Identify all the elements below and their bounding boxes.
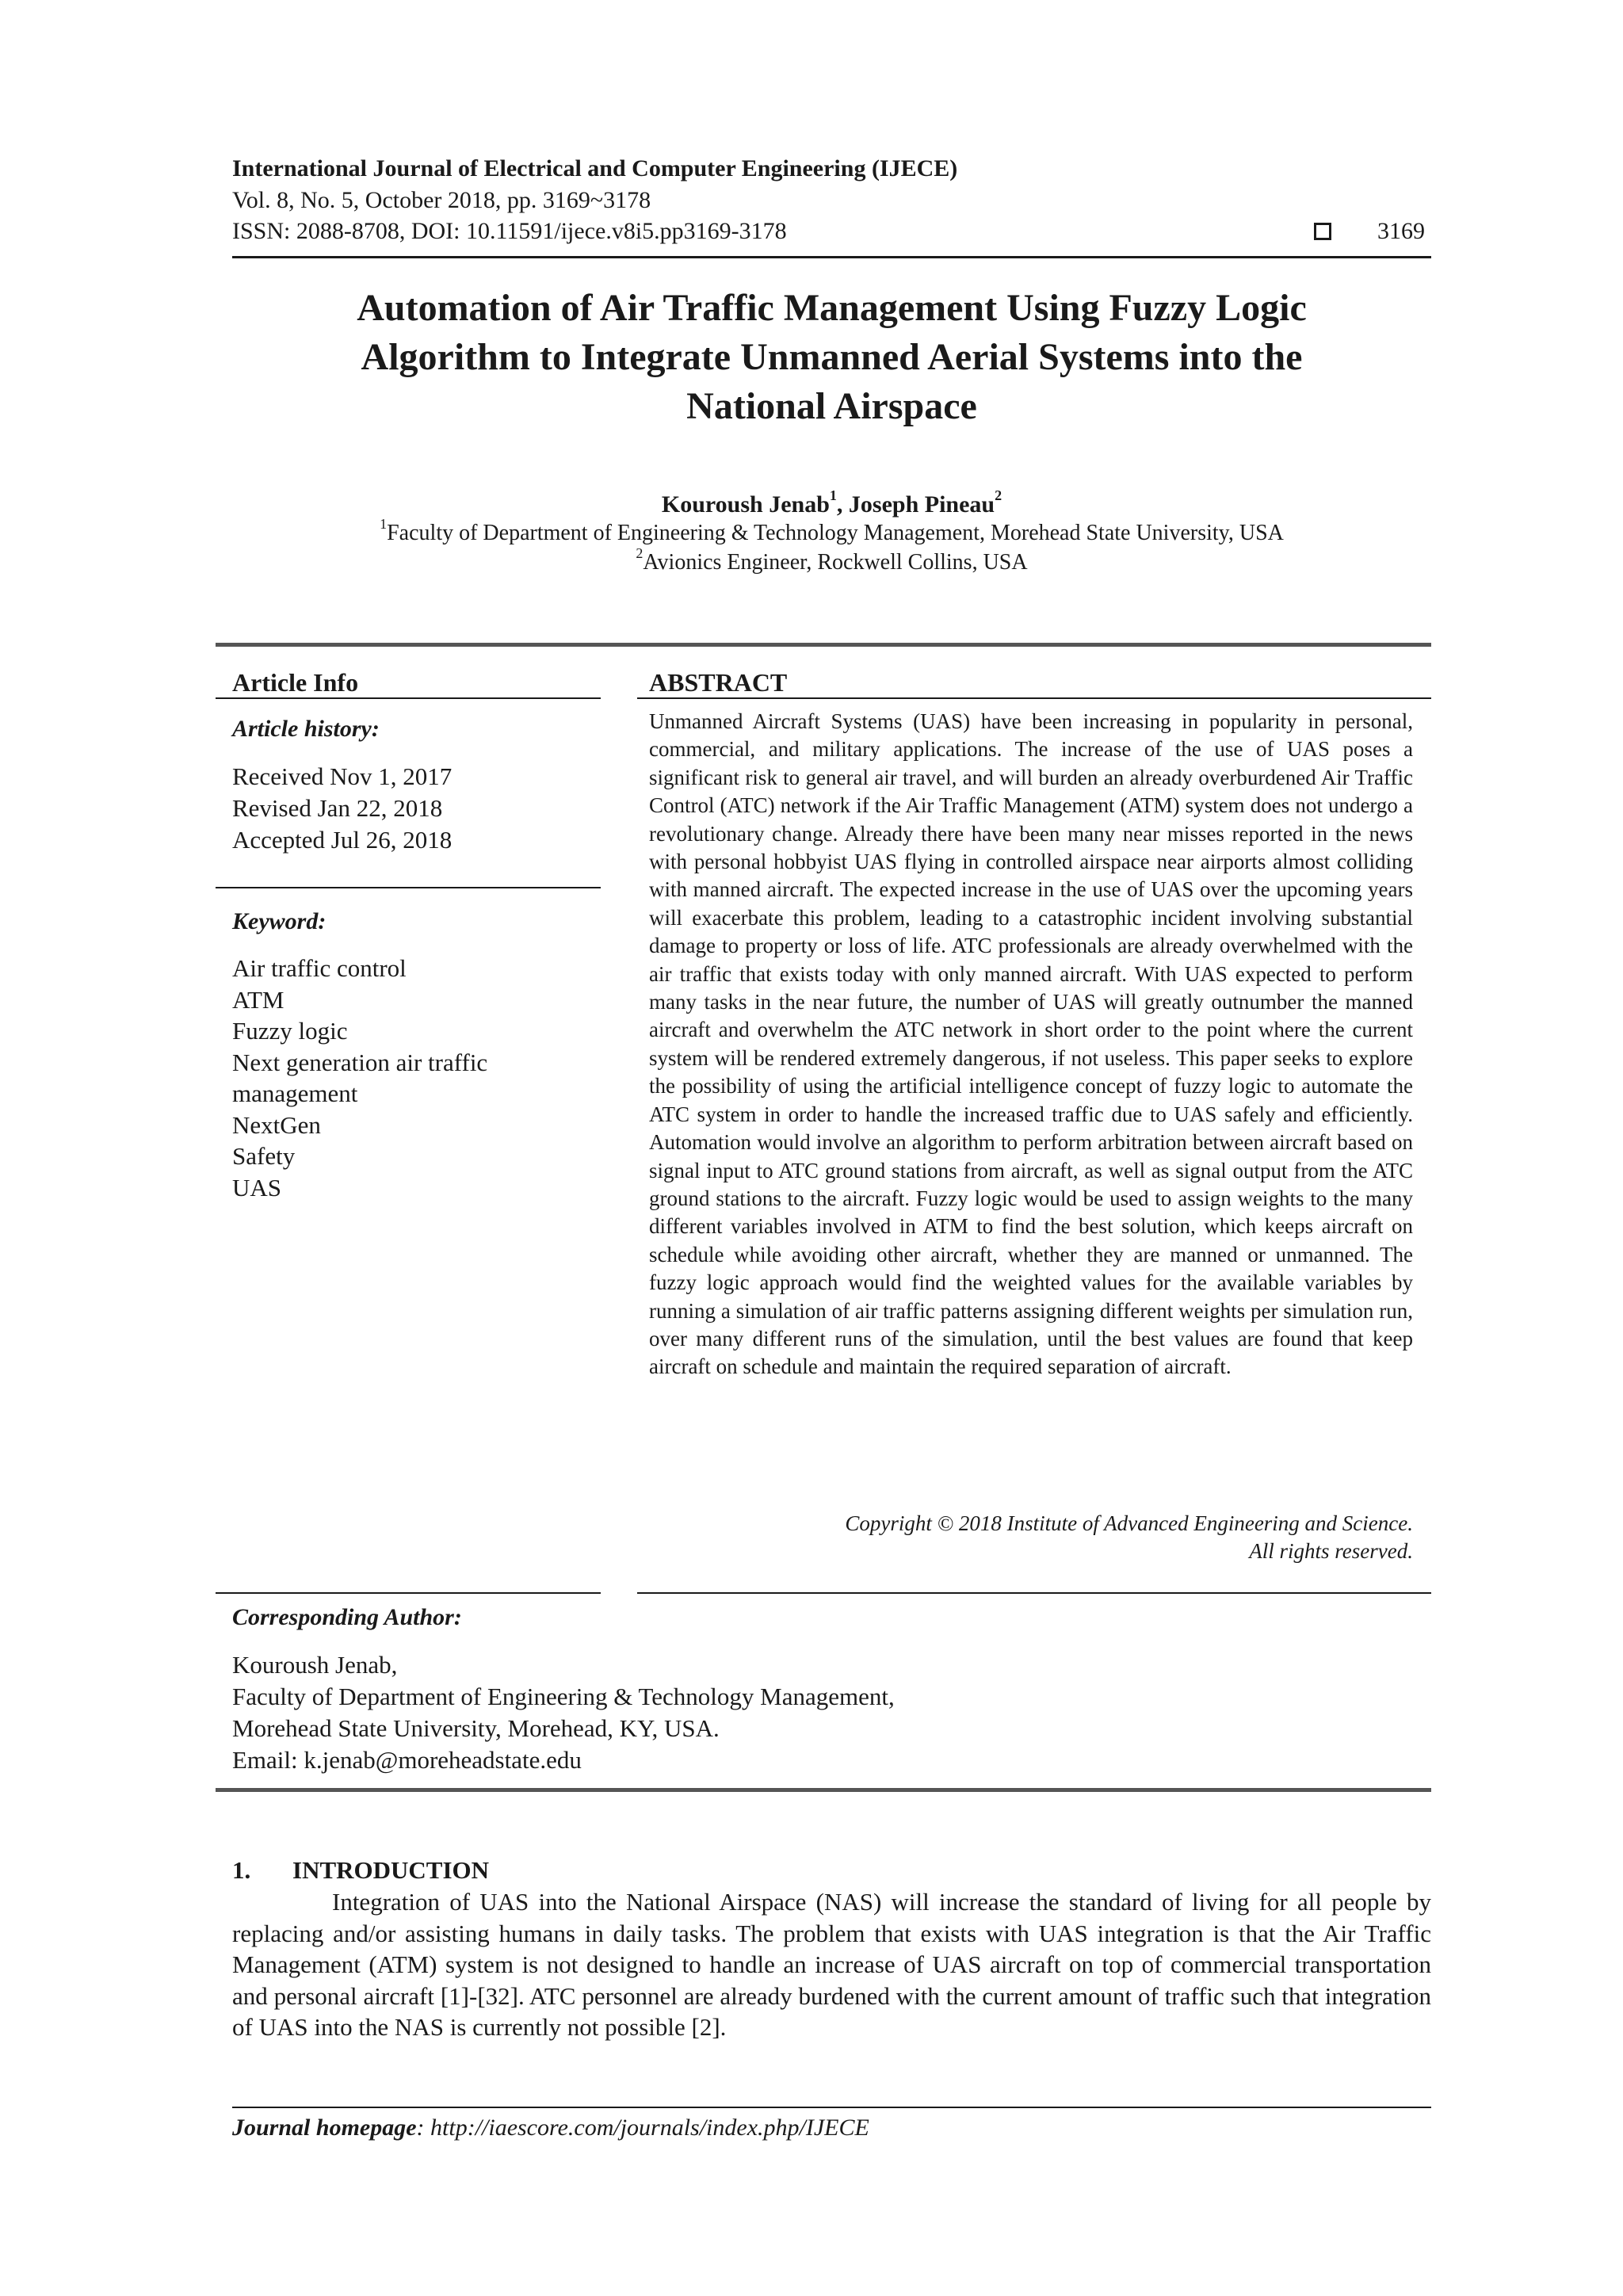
footer-separator: : — [416, 2115, 431, 2141]
title-line: Algorithm to Integrate Unmanned Aerial Systems into the — [361, 336, 1303, 378]
journal-homepage-link[interactable]: http://iaescore.com/journals/index.php/IJECE — [430, 2115, 869, 2141]
header-rule — [232, 256, 1431, 258]
title-line: Automation of Air Traffic Management Using Fuzzy Logic — [357, 287, 1307, 329]
corresponding-email: Email: k.jenab@moreheadstate.edu — [232, 1746, 582, 1774]
article-info-heading: Article Info — [232, 668, 359, 697]
accepted-date: Accepted Jul 26, 2018 — [232, 826, 453, 854]
keyword-item: Fuzzy logic — [232, 1017, 348, 1045]
corresponding-name: Kouroush Jenab, — [232, 1651, 398, 1679]
revised-date: Revised Jan 22, 2018 — [232, 794, 443, 822]
page-number: 3169 — [1377, 218, 1425, 244]
keyword-item: Safety — [232, 1142, 296, 1170]
abstract-rule — [637, 697, 1431, 699]
issn-doi-line: ISSN: 2088-8708, DOI: 10.11591/ijece.v8i5.pp3169-3178 — [232, 218, 787, 244]
journal-name: International Journal of Electrical and Computer Engineering (IJECE) — [232, 155, 958, 181]
corresponding-author-label: Corresponding Author: — [232, 1604, 462, 1630]
affiliation-superscript: 2 — [636, 544, 643, 561]
abstract-heading: ABSTRACT — [649, 668, 788, 697]
keyword-item: Next generation air traffic — [232, 1048, 488, 1076]
info-box-bottom-rule — [216, 1788, 1431, 1792]
introduction-paragraph: Integration of UAS into the National Airspace (NAS) will increase the standard of living for all people by replacing and/or assisting humans in daily tasks. The problem that exists with UAS integration is that the Air Traffic Management (ATM) system is not designed to handle an increase of UAS aircraft on top of commercial transportation and personal aircraft [1]-[32]. ATC personnel are already burdened with the current amount of traffic such that integration of UAS into the NAS is currently not possible [2]. — [232, 1888, 1431, 2041]
author-name: Joseph Pineau — [848, 491, 995, 518]
corresponding-department: Faculty of Department of Engineering & Technology Management, — [232, 1683, 895, 1710]
affiliation-text: Avionics Engineer, Rockwell Collins, USA — [643, 550, 1028, 575]
footer-rule — [232, 2107, 1431, 2108]
keyword-list — [232, 953, 487, 1203]
abstract-text: Unmanned Aircraft Systems (UAS) have been increasing in popularity in personal, commercial, and military applications. The increase of the use of UAS poses a significant risk to general air travel, and will burden an already overburdened Air Traffic Control (ATC) network if the Air Traffic Management (ATM) system does not undergo a revolutionary change. Already there have been many near misses reported in the news with personal hobbyist UAS flying in controlled airspace near airports almost colliding with manned aircraft. The expected increase in the use of UAS over the upcoming years will exacerbate this problem, leading to a catastrophic incident involving substantial damage to property or loss of life. ATC professionals are already overwhelmed with the air traffic that exists today with only manned aircraft. With UAS expected to perform many tasks in the near future, the number of UAS will greatly outnumber the manned aircraft and overwhelm the ATC network in short order to the point where the current system will be rendered extremely dangerous, if not useless. This paper seeks to explore the possibility of using the artificial intelligence concept of fuzzy logic to automate the ATC system in order to handle the increased traffic due to UAS safely and efficiently. Automation would involve an algorithm to perform arbitration between aircraft based on signal input to ATC ground stations from aircraft, as well as signal output from the ATC ground stations to the aircraft. Fuzzy logic would be used to assign weights to the many different variables involved in ATM to find the best solution, which keeps aircraft on schedule while avoiding other aircraft, whether they are manned or unmanned. The fuzzy logic approach would find the weighted values for the available variables by running a simulation of air traffic patterns assigning different weights per simulation run, over many different runs of the simulation, until the best values are found that keep aircraft on schedule and maintain the required separation of aircraft. — [649, 709, 1413, 1379]
volume-line: Vol. 8, No. 5, October 2018, pp. 3169~3178 — [232, 187, 651, 213]
received-date: Received Nov 1, 2017 — [232, 762, 453, 790]
section-number: 1. — [232, 1856, 251, 1884]
article-info-bottom-rule — [216, 1592, 601, 1594]
footer — [232, 2115, 869, 2141]
paper-title — [232, 284, 1431, 431]
section-heading — [232, 1856, 489, 1885]
affiliation-1 — [232, 515, 1431, 546]
keyword-rule — [216, 887, 601, 888]
journal-homepage-label: Journal homepage — [232, 2115, 417, 2141]
section-title: INTRODUCTION — [292, 1856, 490, 1884]
keyword-label: Keyword: — [232, 908, 327, 934]
author-superscript: 1 — [829, 487, 837, 503]
abstract-bottom-rule — [637, 1592, 1431, 1594]
author-name: Kouroush Jenab — [661, 491, 830, 518]
affiliation-superscript: 1 — [380, 515, 388, 532]
info-box-top-rule — [216, 643, 1431, 647]
keyword-item: Air traffic control — [232, 954, 407, 982]
article-history-label: Article history: — [232, 716, 380, 742]
keyword-item: NextGen — [232, 1110, 321, 1139]
article-info-rule — [216, 697, 601, 699]
title-line: National Airspace — [686, 385, 977, 427]
author-separator: , — [836, 491, 849, 518]
keyword-item: ATM — [232, 985, 285, 1014]
keyword-item: management — [232, 1079, 358, 1107]
author-superscript: 2 — [995, 487, 1002, 503]
square-icon — [1314, 223, 1331, 240]
keyword-item: UAS — [232, 1173, 282, 1201]
copyright-line: Copyright © 2018 Institute of Advanced Engineering and Science. — [845, 1511, 1413, 1535]
corresponding-university: Morehead State University, Morehead, KY, USA. — [232, 1714, 720, 1742]
affiliation-2 — [232, 544, 1431, 575]
affiliation-text: Faculty of Department of Engineering & Technology Management, Morehead State University, USA — [387, 521, 1284, 545]
author-list — [232, 487, 1431, 518]
rights-line: All rights reserved. — [1249, 1539, 1413, 1563]
